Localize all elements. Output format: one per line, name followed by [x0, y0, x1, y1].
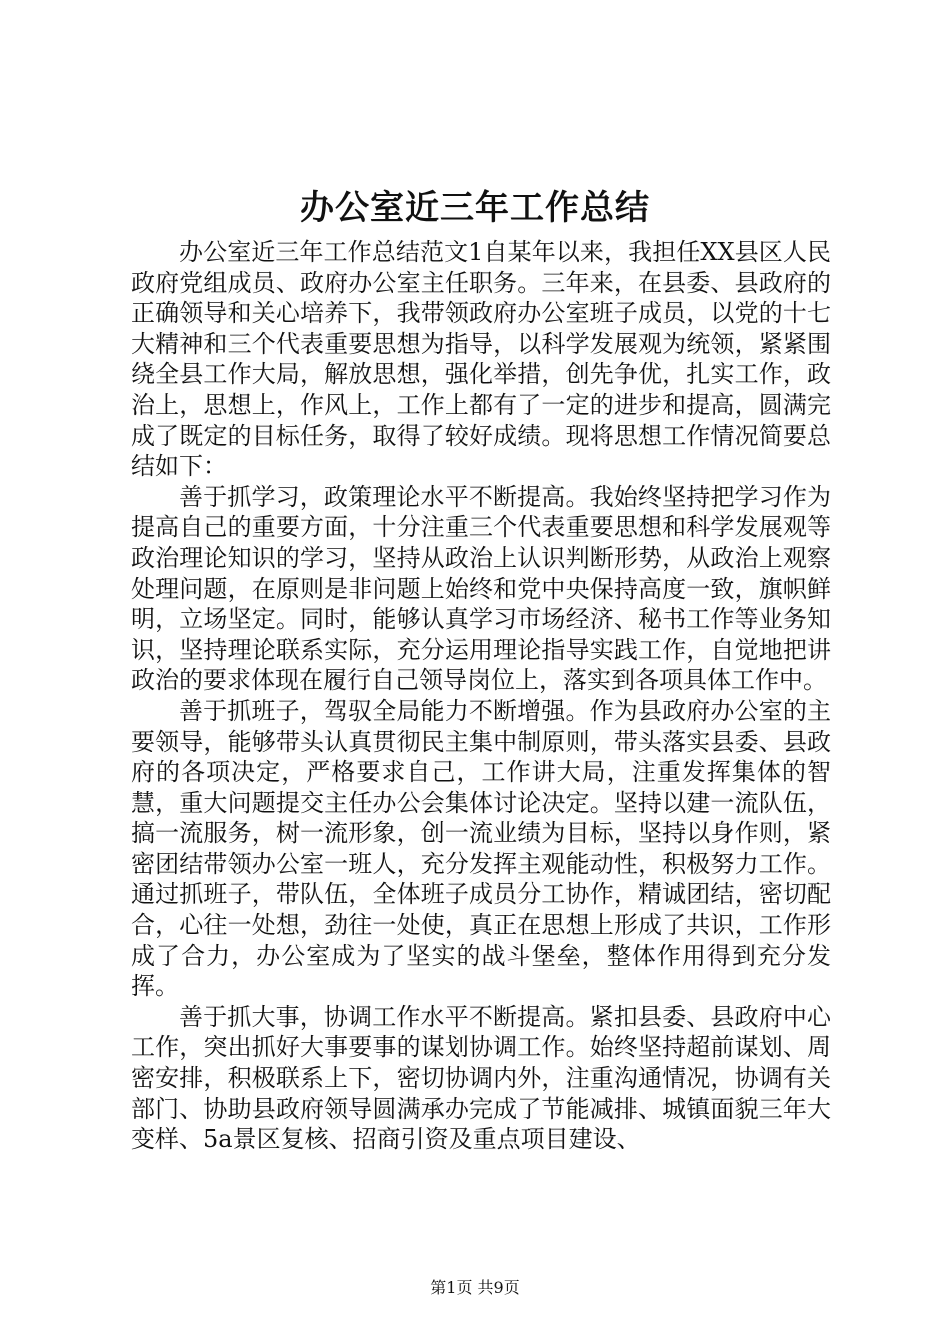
paragraph-team: 善于抓班子，驾驭全局能力不断增强。作为县政府办公室的主要领导，能够带头认真贯彻民主集中制原则，带头落实县委、县政府的各项决定，严格要求自己，工作讲大局，注重发挥集体的智慧，重大问题提交主任办公会集体讨论决定。坚持以建一流队伍，搞一流服务，树一流形象，创一流业绩为目标，坚持以身作则，紧密团结带领办公室一班人，充分发挥主观能动性，积极努力工作。通过抓班子，带队伍，全体班子成员分工协作，精诚团结，密切配合，心往一处想，劲往一处使，真正在思想上形成了共识，工作形成了合力，办公室成为了坚实的战斗堡垒，整体作用得到充分发挥。 [131, 696, 831, 1001]
document-body [131, 237, 831, 1155]
paragraph-intro: 办公室近三年工作总结范文1自某年以来，我担任XX县区人民政府党组成员、政府办公室主任职务。三年来，在县委、县政府的正确领导和关心培养下，我带领政府办公室班子成员，以党的十七大精神和三个代表重要思想为指导，以科学发展观为统领，紧紧围绕全县工作大局，解放思想，强化举措，创先争优，扎实工作，政治上，思想上，作风上，工作上都有了一定的进步和提高，圆满完成了既定的目标任务，取得了较好成绩。现将思想工作情况简要总结如下： [131, 238, 831, 481]
page-number-footer: 第1页 共9页 [430, 1278, 520, 1297]
paragraph-coordination: 善于抓大事，协调工作水平不断提高。紧扣县委、县政府中心工作，突出抓好大事要事的谋划协调工作。始终坚持超前谋划、周密安排，积极联系上下，密切协调内外，注重沟通情况，协调有关部门、协助县政府领导圆满承办完成了节能减排、城镇面貌三年大变样、5a景区复核、招商引资及重点项目建设、 [131, 1002, 831, 1154]
paragraph-study: 善于抓学习，政策理论水平不断提高。我始终坚持把学习作为提高自己的重要方面，十分注重三个代表重要思想和科学发展观等政治理论知识的学习，坚持从政治上认识判断形势，从政治上观察处理问题，在原则是非问题上始终和党中央保持高度一致，旗帜鲜明，立场坚定。同时，能够认真学习市场经济、秘书工作等业务知识，坚持理论联系实际，充分运用理论指导实践工作，自觉地把讲政治的要求体现在履行自己领导岗位上，落实到各项具体工作中。 [131, 482, 831, 695]
page-title: 办公室近三年工作总结 [300, 188, 650, 228]
